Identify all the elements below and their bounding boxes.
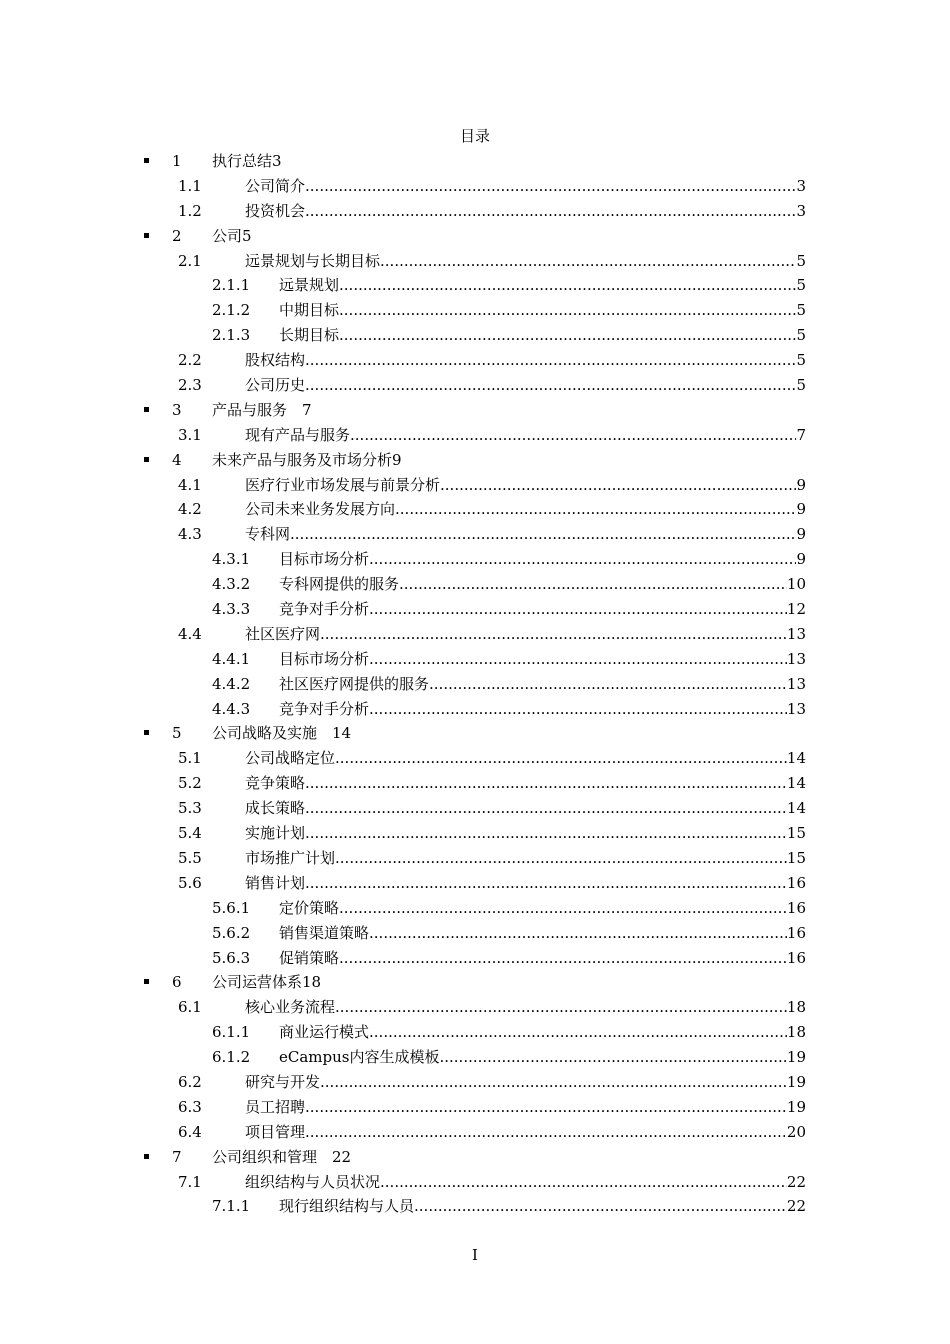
toc-entry-line (279, 698, 806, 720)
toc-entry-title: 销售渠道策略 (279, 923, 370, 942)
toc-entry-line (279, 548, 806, 570)
toc-entry[interactable] (0, 498, 950, 523)
toc-entry-title: 执行总结3 (212, 152, 282, 170)
toc-entry-line (279, 1046, 806, 1068)
toc-entry[interactable] (0, 349, 950, 374)
toc-entry-title: 远景规划与长期目标 (245, 251, 381, 270)
toc-entry-title: 公司战略及实施 14 (212, 724, 352, 743)
toc-entry-number: 2.1.3 (212, 326, 251, 345)
toc-entry-number: 7.1 (178, 1172, 202, 1191)
toc-entry-page: 13 (786, 699, 806, 718)
toc-entry-title: 股权结构 (245, 351, 306, 370)
toc-entry-line (245, 747, 806, 769)
toc-entry-number: 2.2 (178, 351, 202, 370)
toc-entry-line (245, 498, 806, 520)
toc-entry[interactable] (0, 1071, 950, 1096)
toc-entry-line (245, 474, 806, 496)
toc-entry-page: 18 (786, 998, 806, 1017)
bullet-icon (144, 158, 149, 163)
toc-entry[interactable] (0, 1195, 950, 1220)
bullet-icon (144, 979, 149, 984)
toc-entry-title: 竞争策略 (245, 774, 306, 793)
toc-entry-title: 社区医疗网 (245, 624, 321, 643)
toc-entry-page: 13 (786, 649, 806, 668)
toc-entry[interactable] (0, 1146, 950, 1171)
toc-entry-line (279, 274, 806, 296)
toc-entry-number: 5.5 (178, 848, 202, 867)
toc-entry-number: 2.1.2 (212, 301, 251, 320)
toc-entry-page: 18 (786, 1023, 806, 1042)
toc-entry-title: 公司5 (212, 226, 252, 245)
dot-leader (339, 274, 796, 296)
toc-entry-title: 销售计划 (245, 873, 306, 892)
toc-entry-title: eCampus内容生成模板 (279, 1048, 440, 1067)
toc-entry-line (279, 922, 806, 944)
toc-entry-title: 投资机会 (245, 201, 306, 220)
toc-entry[interactable] (0, 374, 950, 399)
toc-entry-title: 商业运行模式 (279, 1023, 370, 1042)
toc-entry-title: 未来产品与服务及市场分析9 (212, 450, 402, 469)
toc-entry[interactable] (0, 947, 950, 972)
toc-entry[interactable] (0, 200, 950, 225)
toc-entry-number: 5.6.3 (212, 948, 251, 967)
toc-entry[interactable] (0, 175, 950, 200)
toc-entry[interactable] (0, 299, 950, 324)
dot-leader (335, 747, 787, 769)
toc-entry-page: 5 (796, 301, 806, 320)
toc-entry-title: 目标市场分析 (279, 550, 370, 569)
toc-entry-page: 15 (786, 824, 806, 843)
toc-entry-page: 3 (796, 176, 806, 195)
toc-entry-page: 5 (796, 351, 806, 370)
toc-entry-line (245, 1171, 806, 1193)
toc-entry-line (279, 673, 806, 695)
toc-entry-title: 促销策略 (279, 948, 340, 967)
toc-entry-number: 2.3 (178, 376, 202, 395)
dot-leader (369, 1021, 787, 1043)
toc-entry-title: 专科网 (245, 525, 291, 544)
toc-entry[interactable] (0, 772, 950, 797)
toc-entry-page: 19 (786, 1097, 806, 1116)
toc-entry-page: 14 (786, 749, 806, 768)
dot-leader (305, 772, 787, 794)
dot-leader (369, 922, 787, 944)
toc-entry-page: 14 (786, 774, 806, 793)
dot-leader (414, 1195, 787, 1217)
toc-entry-page: 5 (796, 376, 806, 395)
toc-entry-line (245, 822, 806, 844)
toc-entry-number: 5 (172, 724, 182, 743)
dot-leader (380, 1171, 787, 1193)
toc-entry[interactable] (0, 971, 950, 996)
toc-entry-line (245, 349, 806, 371)
toc-entry-title: 实施计划 (245, 824, 306, 843)
dot-leader (305, 175, 796, 197)
toc-entry-line (245, 374, 806, 396)
toc-entry-page: 5 (796, 251, 806, 270)
toc-entry-page: 9 (796, 525, 806, 544)
toc-entry-page: 16 (786, 948, 806, 967)
dot-leader (305, 200, 796, 222)
toc-entry[interactable] (0, 150, 950, 175)
toc-entry[interactable] (0, 424, 950, 449)
toc-entry[interactable] (0, 897, 950, 922)
dot-leader (305, 822, 787, 844)
toc-entry-line (245, 872, 806, 894)
toc-entry-title: 定价策略 (279, 898, 340, 917)
toc-entry-page: 9 (796, 550, 806, 569)
toc-entry-title: 公司运营体系18 (212, 973, 322, 992)
dot-leader (350, 424, 796, 446)
toc-entry-number: 3.1 (178, 425, 202, 444)
toc-entry-title: 核心业务流程 (245, 998, 336, 1017)
toc-entry-line (279, 299, 806, 321)
toc-entry-number: 4.3 (178, 525, 202, 544)
toc-entry[interactable] (0, 274, 950, 299)
toc-entry-line (245, 175, 806, 197)
toc-entry-number: 4.4.1 (212, 649, 251, 668)
toc-entry-page: 9 (796, 475, 806, 494)
dot-leader (305, 797, 787, 819)
toc-entry-page: 13 (786, 674, 806, 693)
dot-leader (339, 897, 787, 919)
toc-entry[interactable] (0, 922, 950, 947)
toc-entry-line (279, 598, 806, 620)
toc-entry-line (279, 573, 806, 595)
toc-entry-line (279, 1021, 806, 1043)
bullet-icon (144, 730, 149, 735)
dot-leader (335, 996, 787, 1018)
toc-entry-page: 10 (786, 575, 806, 594)
dot-leader (305, 872, 787, 894)
dot-leader (290, 523, 796, 545)
toc-entry-page: 16 (786, 923, 806, 942)
toc-entry-title: 长期目标 (279, 326, 340, 345)
toc-entry-number: 4.4 (178, 624, 202, 643)
toc-entry-number: 7.1.1 (212, 1197, 251, 1216)
dot-leader (305, 1121, 787, 1143)
toc-entry-number: 5.3 (178, 799, 202, 818)
toc-entry-line (279, 1195, 806, 1217)
toc-entry-number: 1.2 (178, 201, 202, 220)
toc-entry-number: 6.4 (178, 1122, 202, 1141)
dot-leader (369, 648, 787, 670)
toc-entry-number: 6.1.1 (212, 1023, 251, 1042)
toc-entry[interactable] (0, 1096, 950, 1121)
toc-entry-page: 5 (796, 326, 806, 345)
bullet-icon (144, 233, 149, 238)
toc-entry-title: 组织结构与人员状况 (245, 1172, 381, 1191)
toc-entry-page: 12 (786, 600, 806, 619)
toc-entry-line (245, 424, 806, 446)
toc-entry-number: 3 (172, 400, 182, 419)
toc-entry-number: 6.1 (178, 998, 202, 1017)
toc-entry[interactable] (0, 598, 950, 623)
dot-leader (440, 474, 796, 496)
toc-entry[interactable] (0, 474, 950, 499)
dot-leader (399, 573, 787, 595)
toc-entry[interactable] (0, 1121, 950, 1146)
toc-entry-title: 公司未来业务发展方向 (245, 500, 396, 519)
toc-entry-number: 6.1.2 (212, 1048, 251, 1067)
toc-entry-title: 研究与开发 (245, 1072, 321, 1091)
toc-entry[interactable] (0, 225, 950, 250)
toc-entry-number: 4.4.2 (212, 674, 251, 693)
toc-entry-page: 5 (796, 276, 806, 295)
toc-entry-line (245, 1121, 806, 1143)
toc-entry-page: 14 (786, 799, 806, 818)
dot-leader (439, 1046, 786, 1068)
toc-entry-page: 13 (786, 624, 806, 643)
toc-entry-number: 5.2 (178, 774, 202, 793)
dot-leader (395, 498, 796, 520)
toc-entry-title: 竞争对手分析 (279, 699, 370, 718)
page-number: I (472, 1246, 478, 1264)
toc-entry-number: 4.3.1 (212, 550, 251, 569)
toc-entry-title: 员工招聘 (245, 1097, 306, 1116)
toc-entry-line (245, 523, 806, 545)
toc-entry-title: 公司战略定位 (245, 749, 336, 768)
toc-entry[interactable] (0, 548, 950, 573)
toc-entry-number: 1 (172, 152, 182, 170)
dot-leader (305, 349, 796, 371)
toc-entry-page: 19 (786, 1048, 806, 1067)
toc-entry-page: 20 (786, 1122, 806, 1141)
toc-entry[interactable] (0, 747, 950, 772)
toc-entry-title: 现有产品与服务 (245, 425, 351, 444)
dot-leader (369, 598, 787, 620)
toc-entry-page: 22 (786, 1197, 806, 1216)
dot-leader (369, 548, 796, 570)
toc-entry[interactable] (0, 1046, 950, 1071)
toc-entry-title: 社区医疗网提供的服务 (279, 674, 430, 693)
toc-entry-number: 2 (172, 226, 182, 245)
toc-entry-number: 4 (172, 450, 182, 469)
toc-entry-number: 4.1 (178, 475, 202, 494)
toc-entry-title: 目标市场分析 (279, 649, 370, 668)
toc-entry-line (245, 623, 806, 645)
toc-entry-line (245, 1071, 806, 1093)
toc-entry-number: 6.3 (178, 1097, 202, 1116)
toc-entry-number: 2.1 (178, 251, 202, 270)
toc-entry[interactable] (0, 673, 950, 698)
toc-entry-number: 6 (172, 973, 182, 992)
dot-leader (339, 947, 787, 969)
dot-leader (305, 374, 796, 396)
toc-entry[interactable] (0, 872, 950, 897)
dot-leader (429, 673, 787, 695)
toc-entry-line (245, 772, 806, 794)
toc-entry-title: 竞争对手分析 (279, 600, 370, 619)
toc-entry[interactable] (0, 1171, 950, 1196)
toc-entry-title: 中期目标 (279, 301, 340, 320)
toc-entry-line (245, 250, 806, 272)
toc-entry-number: 4.4.3 (212, 699, 251, 718)
bullet-icon (144, 1154, 149, 1159)
toc-entry-line (279, 324, 806, 346)
table-of-contents (0, 150, 950, 1220)
toc-entry[interactable] (0, 648, 950, 673)
toc-entry[interactable] (0, 250, 950, 275)
toc-entry-title: 现行组织结构与人员 (279, 1197, 415, 1216)
toc-entry-page: 9 (796, 500, 806, 519)
toc-entry-line (279, 947, 806, 969)
toc-entry-title: 市场推广计划 (245, 848, 336, 867)
toc-entry-line (245, 996, 806, 1018)
dot-leader (305, 1096, 787, 1118)
dot-leader (335, 847, 787, 869)
toc-entry[interactable] (0, 523, 950, 548)
toc-entry-page: 22 (786, 1172, 806, 1191)
bullet-icon (144, 407, 149, 412)
toc-entry-line (245, 200, 806, 222)
toc-entry-number: 5.6 (178, 873, 202, 892)
dot-leader (339, 299, 796, 321)
toc-entry-page: 15 (786, 848, 806, 867)
toc-entry-page: 7 (796, 425, 806, 444)
toc-entry-number: 5.6.1 (212, 898, 251, 917)
toc-entry[interactable] (0, 822, 950, 847)
dot-leader (339, 324, 796, 346)
toc-entry[interactable] (0, 698, 950, 723)
toc-entry[interactable] (0, 996, 950, 1021)
dot-leader (380, 250, 796, 272)
toc-entry-number: 4.3.2 (212, 575, 251, 594)
toc-entry-title: 公司历史 (245, 376, 306, 395)
bullet-icon (144, 457, 149, 462)
toc-entry-number: 4.2 (178, 500, 202, 519)
toc-entry-line (245, 1096, 806, 1118)
toc-entry-title: 专科网提供的服务 (279, 575, 400, 594)
toc-entry-title: 远景规划 (279, 276, 340, 295)
toc-entry-number: 5.1 (178, 749, 202, 768)
toc-entry-title: 公司简介 (245, 176, 306, 195)
toc-entry-number: 5.4 (178, 824, 202, 843)
toc-entry-title: 项目管理 (245, 1122, 306, 1141)
toc-entry[interactable] (0, 722, 950, 747)
toc-entry-number: 7 (172, 1147, 182, 1166)
toc-entry-title: 产品与服务 7 (212, 400, 312, 419)
toc-entry[interactable] (0, 1021, 950, 1046)
toc-entry-page: 16 (786, 873, 806, 892)
toc-entry[interactable] (0, 399, 950, 424)
toc-entry[interactable] (0, 324, 950, 349)
toc-entry-line (279, 648, 806, 670)
toc-entry-number: 1.1 (178, 176, 202, 195)
toc-entry-line (245, 797, 806, 819)
toc-entry-page: 16 (786, 898, 806, 917)
toc-entry[interactable] (0, 797, 950, 822)
toc-entry[interactable] (0, 847, 950, 872)
toc-entry-page: 3 (796, 201, 806, 220)
toc-entry-line (245, 847, 806, 869)
dot-leader (369, 698, 787, 720)
toc-entry[interactable] (0, 449, 950, 474)
toc-entry-line (279, 897, 806, 919)
toc-entry-title: 医疗行业市场发展与前景分析 (245, 475, 441, 494)
toc-entry-title: 成长策略 (245, 799, 306, 818)
toc-entry-number: 6.2 (178, 1072, 202, 1091)
dot-leader (320, 1071, 787, 1093)
toc-entry-page: 19 (786, 1072, 806, 1091)
toc-title: 目录 (459, 127, 490, 145)
toc-entry-number: 2.1.1 (212, 276, 251, 295)
toc-entry-title: 公司组织和管理 22 (212, 1147, 352, 1166)
toc-entry[interactable] (0, 623, 950, 648)
toc-entry-number: 5.6.2 (212, 923, 251, 942)
toc-entry[interactable] (0, 573, 950, 598)
dot-leader (320, 623, 787, 645)
toc-entry-number: 4.3.3 (212, 600, 251, 619)
